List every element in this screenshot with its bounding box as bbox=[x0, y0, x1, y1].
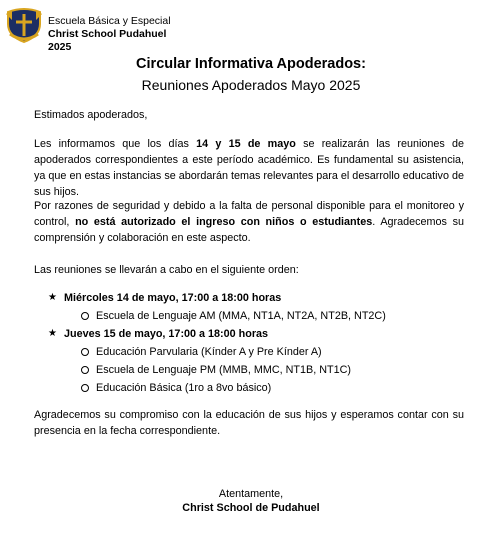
paragraph-dates-bold: 14 y 15 de mayo bbox=[196, 138, 296, 150]
schedule-day bbox=[34, 290, 464, 306]
page-subtitle: Reuniones Apoderados Mayo 2025 bbox=[141, 77, 361, 93]
page-title: Circular Informativa Apoderados: bbox=[136, 56, 366, 72]
paragraph-security-c: . Agradecemos su comprensión y colaboración en este aspecto. bbox=[34, 216, 464, 244]
circle-icon bbox=[81, 312, 89, 320]
circle-icon bbox=[81, 384, 89, 392]
schedule-group-label: Escuela de Lenguaje AM (MMA, NT1A, NT2A, NT2B, NT2C) bbox=[96, 310, 386, 322]
paragraph-dates bbox=[34, 136, 464, 200]
schedule-group-label: Educación Parvularia (Kínder A y Pre Kínder A) bbox=[96, 346, 322, 358]
circle-icon bbox=[81, 348, 89, 356]
schedule-group bbox=[34, 308, 464, 324]
star-icon: ★ bbox=[48, 328, 57, 339]
schedule-day-label: Miércoles 14 de mayo, 17:00 a 18:00 horas bbox=[64, 292, 282, 304]
signature-name: Christ School de Pudahuel bbox=[182, 502, 320, 514]
greeting: Estimados apoderados, bbox=[34, 109, 148, 121]
school-year: 2025 bbox=[48, 41, 72, 53]
star-icon: ★ bbox=[48, 292, 57, 303]
schedule-day-label: Jueves 15 de mayo, 17:00 a 18:00 horas bbox=[64, 328, 269, 340]
schedule-list bbox=[34, 290, 464, 396]
letterhead bbox=[4, 6, 171, 54]
school-type: Escuela Básica y Especial bbox=[48, 15, 171, 27]
signature-closing: Atentamente, bbox=[218, 488, 284, 500]
schedule-group bbox=[34, 380, 464, 396]
schedule-group bbox=[34, 362, 464, 378]
paragraph-security-bold: no está autorizado el ingreso con niños o estudiantes bbox=[75, 216, 373, 228]
closing-paragraph: Agradecemos su compromiso con la educación de sus hijos y esperamos contar con su presencia en la fecha correspondiente. bbox=[34, 409, 464, 437]
school-name: Christ School Pudahuel bbox=[48, 28, 167, 40]
signature bbox=[0, 487, 502, 515]
paragraph-dates-a: Les informamos que los días bbox=[34, 138, 197, 150]
paragraph-security-a: Por razones de seguridad y debido a la falta de personal disponible para el monitoreo y control, bbox=[34, 200, 464, 228]
schedule-group bbox=[34, 344, 464, 360]
paragraph-security bbox=[34, 198, 464, 246]
schedule-group-label: Educación Básica (1ro a 8vo básico) bbox=[96, 382, 272, 394]
paragraph-dates-c: se realizarán las reuniones de apoderados correspondientes a este período académico. Es fundamental su asistencia, ya que en estas instancias se abordarán temas relevantes para el desarrollo educativo de sus hijos. bbox=[34, 138, 465, 198]
schedule-group-label: Escuela de Lenguaje PM (MMB, MMC, NT1B, NT1C) bbox=[96, 364, 352, 376]
school-crest-icon bbox=[4, 6, 44, 44]
schedule-intro: Las reuniones se llevarán a cabo en el siguiente orden: bbox=[34, 264, 299, 276]
circle-icon bbox=[81, 366, 89, 374]
schedule-day bbox=[34, 326, 464, 342]
